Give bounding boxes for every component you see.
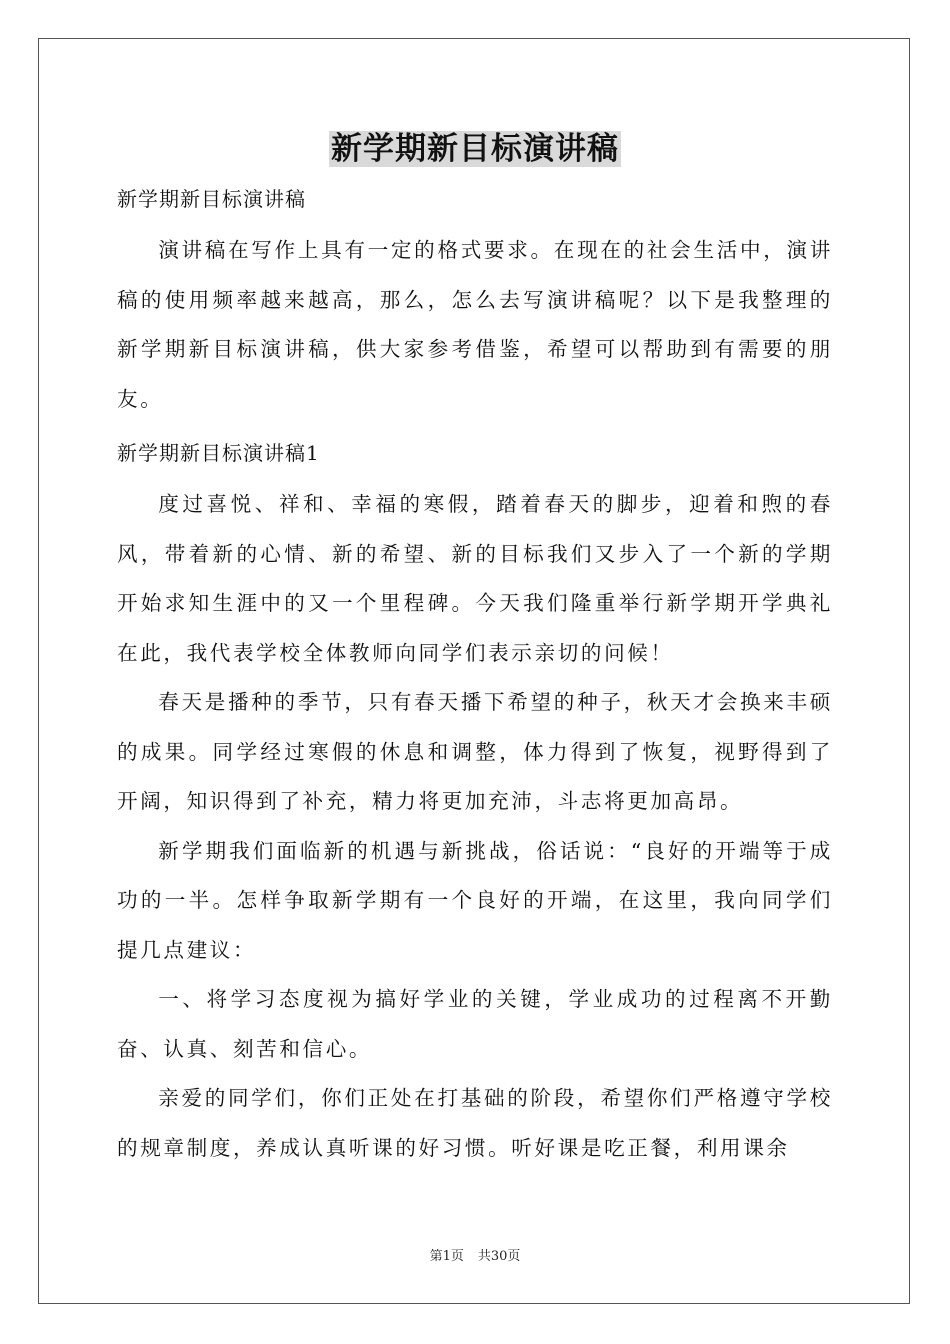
body-paragraph: 新学期我们面临新的机遇与新挑战，俗话说：“良好的开端等于成功的一半。怎样争取新学期有一个良好的开端，在这里，我向同学们提几点建议： <box>117 838 833 962</box>
body-paragraph: 亲爱的同学们，你们正处在打基础的阶段，希望你们严格遵守学校的规章制度，养成认真听课的好习惯。听好课是吃正餐，利用课余 <box>117 1086 833 1160</box>
page-total: 共30页 <box>477 1249 521 1264</box>
document-subtitle: 新学期新目标演讲稿 <box>117 187 306 211</box>
page-number: 第1页 <box>429 1249 464 1264</box>
body-paragraph: 一、将学习态度视为搞好学业的关键，学业成功的过程离不开勤奋、认真、刻苦和信心。 <box>117 987 833 1061</box>
body-paragraph: 春天是播种的季节，只有春天播下希望的种子，秋天才会换来丰硕的成果。同学经过寒假的休息和调整，体力得到了恢复，视野得到了开阔，知识得到了补充，精力将更加充沛，斗志将更加高昂。 <box>117 690 833 813</box>
intro-paragraph: 演讲稿在写作上具有一定的格式要求。在现在的社会生活中，演讲稿的使用频率越来越高，那么，怎么去写演讲稿呢？以下是我整理的新学期新目标演讲稿，供大家参考借鉴，希望可以帮助到有需要的朋友。 <box>117 238 833 411</box>
body-paragraph: 度过喜悦、祥和、幸福的寒假，踏着春天的脚步，迎着和煦的春风，带着新的心情、新的希望、新的目标我们又步入了一个新的学期开始求知生涯中的又一个里程碑。今天我们隆重举行新学期开学典礼在此，我代表学校全体教师向同学们表示亲切的问候！ <box>117 492 833 665</box>
document-body <box>117 180 833 1173</box>
page-footer <box>0 1248 950 1266</box>
section-heading: 新学期新目标演讲稿1 <box>117 441 320 465</box>
document-title-text: 新学期新目标演讲稿 <box>331 131 619 167</box>
document-title <box>0 126 950 172</box>
